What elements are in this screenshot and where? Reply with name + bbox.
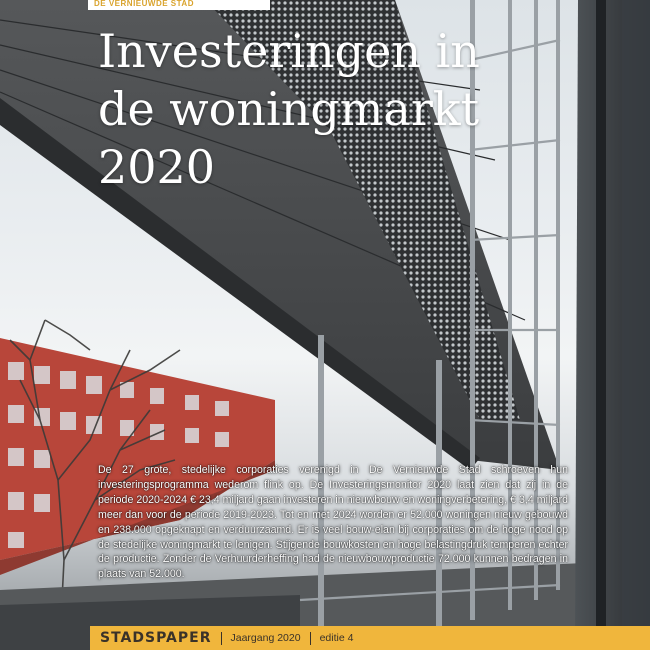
intro-paragraph: De 27 grote, stedelijke corporaties verenigd in De Vernieuwde Stad schroeven hun investeringsprogramma wederom flink op. De Investeringsmonitor 2020 laat zien dat zij in de periode 2020-2024 € 23,4 miljard gaan investeren in nieuwbouw en woningverbetering, € 3,4 miljard meer dan voor de periode 2019-2023. Tot en met 2024 worden er 52.000 woningen nieuw gebouwd en 238.000 opgeknapt en verduurzaamd. Er is veel bouw-elan bij corporaties om de hoge nood op de stedelijke woningmarkt te lenigen. Stijgende bouwkosten en hoge belastingdruk temperen echter de productie. Zonder de Verhuurderheffing had de nieuwbouwproductie 72.000 kunnen bedragen in plaats van 52.000. (98, 464, 568, 581)
cover-title (98, 22, 568, 196)
editie-label: editie 4 (319, 632, 354, 644)
brand-name: STADSPAPER (100, 630, 212, 646)
jaargang-label: Jaargang 2020 (230, 632, 301, 644)
footer-divider (221, 632, 222, 645)
title-line-3: 2020 (98, 140, 216, 194)
footer-bar (90, 626, 650, 650)
footer-divider (310, 632, 311, 645)
top-tag (88, 0, 270, 10)
title-line-2: de woningmarkt (98, 82, 480, 136)
title-line-1: Investeringen in (98, 24, 480, 78)
top-tag-label: DE VERNIEUWDE STAD (94, 0, 194, 8)
